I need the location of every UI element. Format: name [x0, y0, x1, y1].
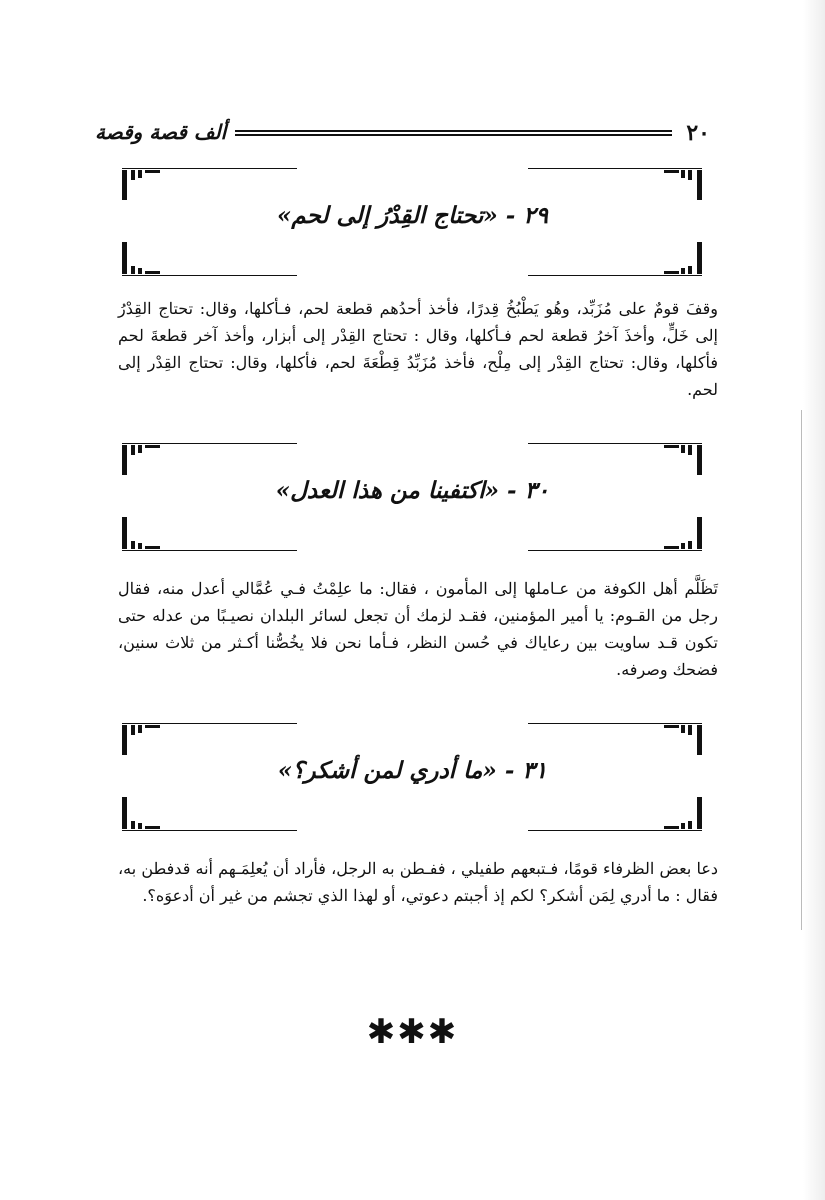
title-frame: [0, 160, 825, 285]
header-rule: [235, 130, 672, 140]
end-ornament: ✱✱✱: [366, 1012, 459, 1052]
story-paragraph: دعا بعض الظرفاء قومًا، فـتبعهم طفيلي ، ففـطن به الرجل، فأراد أن يُعلِمَـهم أنه قدفطن به، فقال : ما أدري لِمَن أشكر؟ لكم إذ أجبتم دعوتي، أو لهذا الذي تجشم من غير أن أدعوَه؟.: [118, 859, 719, 905]
section-title: ٣٠ - «اكتفينا من هذا العدل»: [275, 477, 550, 504]
title-frame: [0, 715, 825, 840]
story-paragraph: وقفَ قومٌ على مُزَبِّد، وهُو يَطْبُخُ قِدرًا، فأخذ أحدُهم قطعة لحم، فـأكلها، وقال: تحتاج القِدْرُ إلى خَلٍّ، وأخذَ آخرُ قطعة لحم فـأكلها، وقال : تحتاج القِدْر إلى أبزار، وأخذ آخر قطعةَ لحم فأكلها، وقال: تحتاج القِدْر إلى مِلْح، فأخذ مُزَبِّدُ قِطْعَةَ لحم، فأكلها، وقال: تحتاج القِدْر إلى لحم.: [118, 299, 718, 399]
title-frame: [0, 435, 825, 560]
story-paragraph: تَظَلَّم أهل الكوفة من عـاملها إلى المأمون ، فقال: ما علِمْتُ فـي عُمَّالي أعدل منه، فقال رجل من القـوم: يا أمير المؤمنين، فقـد لزمك أن تجعل لسائر البلدان نصيـبًا من عدله حتى تكون قـد ساويت بين رعاياك في حُسن النظر، فـأما نحن فلا يخُصُّنا أكـثر من ثلاث سنين، فضحك وصرفه.: [118, 579, 719, 679]
section-title: ٣١ - «ما أدري لمن أشكر؟»: [277, 757, 548, 784]
page-number: ٢٠: [686, 120, 710, 146]
running-header: [95, 120, 710, 150]
section-title: ٢٩ - «تحتاج القِدْرُ إلى لحم»: [276, 202, 549, 229]
book-title: ألف قصة وقصة: [95, 120, 227, 144]
